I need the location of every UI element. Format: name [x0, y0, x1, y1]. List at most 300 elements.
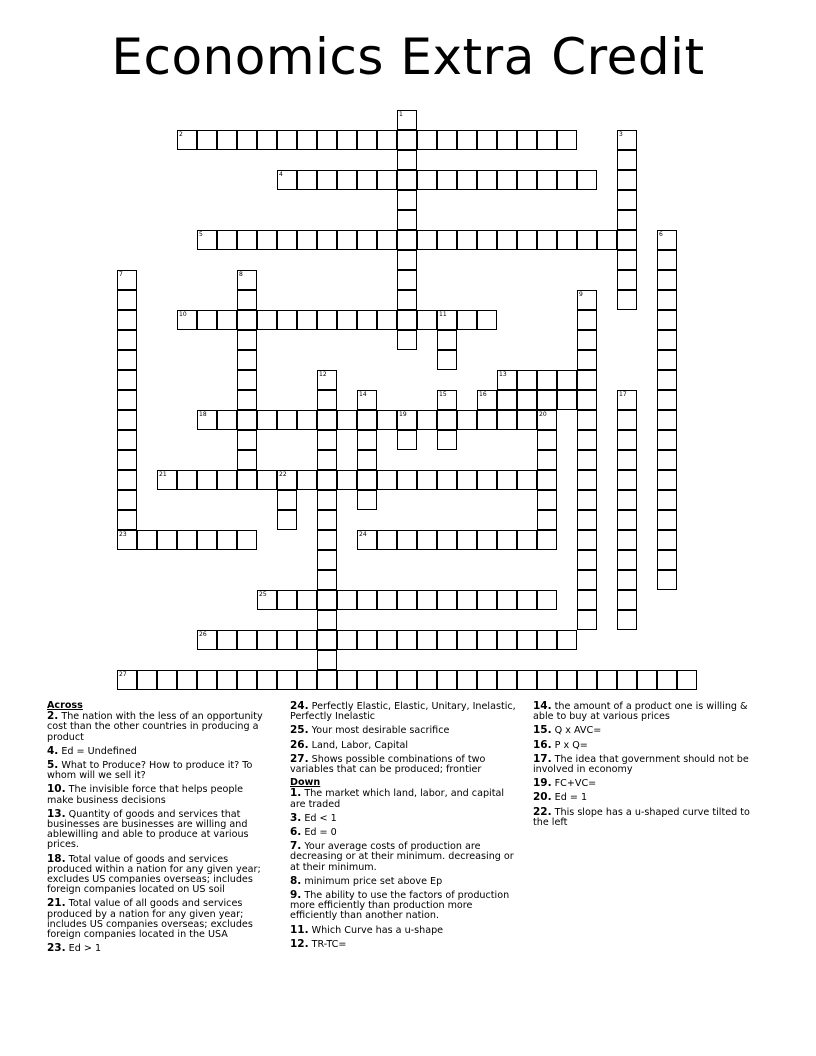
- grid-cell[interactable]: [217, 410, 237, 430]
- grid-cell[interactable]: [397, 150, 417, 170]
- grid-cell[interactable]: [357, 310, 377, 330]
- grid-cell[interactable]: [617, 610, 637, 630]
- grid-cell[interactable]: [557, 390, 577, 410]
- grid-cell[interactable]: [317, 610, 337, 630]
- grid-cell[interactable]: [617, 490, 637, 510]
- grid-cell[interactable]: [337, 310, 357, 330]
- grid-cell[interactable]: [417, 310, 437, 330]
- grid-cell[interactable]: [537, 230, 557, 250]
- grid-cell[interactable]: [197, 230, 217, 250]
- grid-cell[interactable]: [297, 670, 317, 690]
- grid-cell[interactable]: [317, 650, 337, 670]
- grid-cell[interactable]: [377, 590, 397, 610]
- grid-cell[interactable]: [237, 310, 257, 330]
- grid-cell[interactable]: [517, 230, 537, 250]
- grid-cell[interactable]: [417, 130, 437, 150]
- grid-cell[interactable]: [657, 550, 677, 570]
- grid-cell[interactable]: [537, 390, 557, 410]
- grid-cell[interactable]: [177, 530, 197, 550]
- grid-cell[interactable]: [577, 310, 597, 330]
- grid-cell[interactable]: [117, 670, 137, 690]
- grid-cell[interactable]: [357, 450, 377, 470]
- grid-cell[interactable]: [237, 130, 257, 150]
- grid-cell[interactable]: [417, 230, 437, 250]
- grid-cell[interactable]: [577, 490, 597, 510]
- grid-cell[interactable]: [457, 170, 477, 190]
- grid-cell[interactable]: [657, 470, 677, 490]
- grid-cell[interactable]: [617, 210, 637, 230]
- grid-cell[interactable]: [357, 630, 377, 650]
- grid-cell[interactable]: [577, 170, 597, 190]
- grid-cell[interactable]: [577, 350, 597, 370]
- grid-cell[interactable]: [337, 590, 357, 610]
- grid-cell[interactable]: [217, 630, 237, 650]
- grid-cell[interactable]: [437, 470, 457, 490]
- grid-cell[interactable]: [557, 170, 577, 190]
- grid-cell[interactable]: [657, 450, 677, 470]
- grid-cell[interactable]: [657, 410, 677, 430]
- grid-cell[interactable]: [277, 630, 297, 650]
- grid-cell[interactable]: [497, 530, 517, 550]
- grid-cell[interactable]: [537, 530, 557, 550]
- grid-cell[interactable]: [397, 170, 417, 190]
- grid-cell[interactable]: [497, 410, 517, 430]
- grid-cell[interactable]: [317, 410, 337, 430]
- grid-cell[interactable]: [277, 510, 297, 530]
- grid-cell[interactable]: [297, 590, 317, 610]
- grid-cell[interactable]: [657, 370, 677, 390]
- grid-cell[interactable]: [177, 470, 197, 490]
- grid-cell[interactable]: [237, 410, 257, 430]
- grid-cell[interactable]: [377, 470, 397, 490]
- grid-cell[interactable]: [397, 110, 417, 130]
- grid-cell[interactable]: [257, 630, 277, 650]
- grid-cell[interactable]: [517, 390, 537, 410]
- grid-cell[interactable]: [317, 530, 337, 550]
- grid-cell[interactable]: [497, 590, 517, 610]
- grid-cell[interactable]: [337, 230, 357, 250]
- grid-cell[interactable]: [297, 130, 317, 150]
- grid-cell[interactable]: [657, 350, 677, 370]
- grid-cell[interactable]: [417, 530, 437, 550]
- grid-cell[interactable]: [557, 670, 577, 690]
- grid-cell[interactable]: [317, 470, 337, 490]
- grid-cell[interactable]: [237, 450, 257, 470]
- grid-cell[interactable]: [217, 230, 237, 250]
- grid-cell[interactable]: [577, 550, 597, 570]
- grid-cell[interactable]: [657, 230, 677, 250]
- grid-cell[interactable]: [377, 670, 397, 690]
- grid-cell[interactable]: [577, 330, 597, 350]
- grid-cell[interactable]: [117, 330, 137, 350]
- grid-cell[interactable]: [317, 630, 337, 650]
- grid-cell[interactable]: [557, 370, 577, 390]
- grid-cell[interactable]: [237, 470, 257, 490]
- grid-cell[interactable]: [117, 530, 137, 550]
- grid-cell[interactable]: [617, 590, 637, 610]
- grid-cell[interactable]: [137, 670, 157, 690]
- grid-cell[interactable]: [657, 530, 677, 550]
- grid-cell[interactable]: [237, 630, 257, 650]
- grid-cell[interactable]: [397, 330, 417, 350]
- grid-cell[interactable]: [497, 370, 517, 390]
- grid-cell[interactable]: [537, 170, 557, 190]
- grid-cell[interactable]: [517, 470, 537, 490]
- grid-cell[interactable]: [437, 630, 457, 650]
- grid-cell[interactable]: [497, 170, 517, 190]
- grid-cell[interactable]: [377, 310, 397, 330]
- grid-cell[interactable]: [197, 310, 217, 330]
- grid-cell[interactable]: [577, 570, 597, 590]
- grid-cell[interactable]: [577, 610, 597, 630]
- grid-cell[interactable]: [437, 410, 457, 430]
- grid-cell[interactable]: [277, 230, 297, 250]
- grid-cell[interactable]: [397, 670, 417, 690]
- grid-cell[interactable]: [237, 290, 257, 310]
- grid-cell[interactable]: [397, 270, 417, 290]
- grid-cell[interactable]: [677, 670, 697, 690]
- grid-cell[interactable]: [117, 270, 137, 290]
- grid-cell[interactable]: [297, 410, 317, 430]
- grid-cell[interactable]: [317, 570, 337, 590]
- grid-cell[interactable]: [357, 590, 377, 610]
- grid-cell[interactable]: [617, 410, 637, 430]
- grid-cell[interactable]: [297, 230, 317, 250]
- grid-cell[interactable]: [317, 230, 337, 250]
- grid-cell[interactable]: [337, 670, 357, 690]
- grid-cell[interactable]: [657, 270, 677, 290]
- grid-cell[interactable]: [437, 530, 457, 550]
- grid-cell[interactable]: [337, 630, 357, 650]
- grid-cell[interactable]: [177, 310, 197, 330]
- grid-cell[interactable]: [137, 530, 157, 550]
- grid-cell[interactable]: [517, 530, 537, 550]
- grid-cell[interactable]: [277, 490, 297, 510]
- grid-cell[interactable]: [117, 450, 137, 470]
- grid-cell[interactable]: [377, 230, 397, 250]
- grid-cell[interactable]: [577, 410, 597, 430]
- grid-cell[interactable]: [397, 590, 417, 610]
- grid-cell[interactable]: [617, 470, 637, 490]
- grid-cell[interactable]: [637, 670, 657, 690]
- grid-cell[interactable]: [357, 130, 377, 150]
- grid-cell[interactable]: [237, 390, 257, 410]
- grid-cell[interactable]: [617, 570, 637, 590]
- grid-cell[interactable]: [477, 530, 497, 550]
- grid-cell[interactable]: [577, 670, 597, 690]
- grid-cell[interactable]: [577, 450, 597, 470]
- grid-cell[interactable]: [317, 550, 337, 570]
- grid-cell[interactable]: [657, 290, 677, 310]
- grid-cell[interactable]: [597, 670, 617, 690]
- grid-cell[interactable]: [497, 670, 517, 690]
- grid-cell[interactable]: [297, 310, 317, 330]
- grid-cell[interactable]: [357, 490, 377, 510]
- grid-cell[interactable]: [357, 430, 377, 450]
- grid-cell[interactable]: [437, 590, 457, 610]
- grid-cell[interactable]: [477, 130, 497, 150]
- grid-cell[interactable]: [237, 370, 257, 390]
- grid-cell[interactable]: [297, 470, 317, 490]
- grid-cell[interactable]: [657, 330, 677, 350]
- grid-cell[interactable]: [437, 350, 457, 370]
- grid-cell[interactable]: [437, 390, 457, 410]
- grid-cell[interactable]: [117, 490, 137, 510]
- grid-cell[interactable]: [337, 470, 357, 490]
- grid-cell[interactable]: [457, 410, 477, 430]
- grid-cell[interactable]: [517, 410, 537, 430]
- grid-cell[interactable]: [437, 310, 457, 330]
- grid-cell[interactable]: [197, 670, 217, 690]
- grid-cell[interactable]: [257, 130, 277, 150]
- grid-cell[interactable]: [117, 370, 137, 390]
- grid-cell[interactable]: [537, 590, 557, 610]
- grid-cell[interactable]: [517, 130, 537, 150]
- grid-cell[interactable]: [257, 230, 277, 250]
- grid-cell[interactable]: [177, 130, 197, 150]
- grid-cell[interactable]: [117, 390, 137, 410]
- grid-cell[interactable]: [597, 230, 617, 250]
- grid-cell[interactable]: [537, 630, 557, 650]
- grid-cell[interactable]: [497, 390, 517, 410]
- grid-cell[interactable]: [337, 170, 357, 190]
- grid-cell[interactable]: [497, 630, 517, 650]
- grid-cell[interactable]: [377, 170, 397, 190]
- grid-cell[interactable]: [497, 470, 517, 490]
- grid-cell[interactable]: [457, 230, 477, 250]
- grid-cell[interactable]: [257, 590, 277, 610]
- grid-cell[interactable]: [217, 530, 237, 550]
- grid-cell[interactable]: [537, 370, 557, 390]
- grid-cell[interactable]: [537, 510, 557, 530]
- grid-cell[interactable]: [617, 530, 637, 550]
- grid-cell[interactable]: [537, 430, 557, 450]
- grid-cell[interactable]: [397, 630, 417, 650]
- grid-cell[interactable]: [397, 230, 417, 250]
- grid-cell[interactable]: [517, 370, 537, 390]
- grid-cell[interactable]: [397, 430, 417, 450]
- grid-cell[interactable]: [557, 230, 577, 250]
- grid-cell[interactable]: [617, 270, 637, 290]
- grid-cell[interactable]: [617, 170, 637, 190]
- grid-cell[interactable]: [517, 630, 537, 650]
- grid-cell[interactable]: [537, 410, 557, 430]
- grid-cell[interactable]: [157, 670, 177, 690]
- grid-cell[interactable]: [617, 230, 637, 250]
- grid-cell[interactable]: [157, 530, 177, 550]
- grid-cell[interactable]: [457, 130, 477, 150]
- grid-cell[interactable]: [217, 130, 237, 150]
- grid-cell[interactable]: [517, 590, 537, 610]
- grid-cell[interactable]: [397, 130, 417, 150]
- grid-cell[interactable]: [617, 430, 637, 450]
- grid-cell[interactable]: [237, 350, 257, 370]
- grid-cell[interactable]: [117, 510, 137, 530]
- grid-cell[interactable]: [437, 430, 457, 450]
- grid-cell[interactable]: [617, 450, 637, 470]
- grid-cell[interactable]: [317, 490, 337, 510]
- grid-cell[interactable]: [617, 190, 637, 210]
- grid-cell[interactable]: [417, 590, 437, 610]
- grid-cell[interactable]: [277, 170, 297, 190]
- grid-cell[interactable]: [117, 310, 137, 330]
- grid-cell[interactable]: [217, 470, 237, 490]
- grid-cell[interactable]: [457, 530, 477, 550]
- grid-cell[interactable]: [657, 390, 677, 410]
- grid-cell[interactable]: [577, 510, 597, 530]
- grid-cell[interactable]: [657, 570, 677, 590]
- grid-cell[interactable]: [357, 530, 377, 550]
- grid-cell[interactable]: [397, 250, 417, 270]
- grid-cell[interactable]: [517, 170, 537, 190]
- grid-cell[interactable]: [657, 510, 677, 530]
- grid-cell[interactable]: [277, 670, 297, 690]
- grid-cell[interactable]: [317, 130, 337, 150]
- grid-cell[interactable]: [117, 470, 137, 490]
- grid-cell[interactable]: [537, 450, 557, 470]
- grid-cell[interactable]: [517, 670, 537, 690]
- grid-cell[interactable]: [417, 630, 437, 650]
- grid-cell[interactable]: [357, 470, 377, 490]
- grid-cell[interactable]: [617, 390, 637, 410]
- grid-cell[interactable]: [617, 130, 637, 150]
- grid-cell[interactable]: [317, 370, 337, 390]
- grid-cell[interactable]: [397, 530, 417, 550]
- grid-cell[interactable]: [537, 470, 557, 490]
- grid-cell[interactable]: [537, 130, 557, 150]
- grid-cell[interactable]: [117, 430, 137, 450]
- grid-cell[interactable]: [657, 310, 677, 330]
- grid-cell[interactable]: [457, 630, 477, 650]
- grid-cell[interactable]: [657, 430, 677, 450]
- grid-cell[interactable]: [117, 290, 137, 310]
- grid-cell[interactable]: [657, 670, 677, 690]
- grid-cell[interactable]: [477, 410, 497, 430]
- grid-cell[interactable]: [157, 470, 177, 490]
- grid-cell[interactable]: [397, 210, 417, 230]
- grid-cell[interactable]: [577, 530, 597, 550]
- grid-cell[interactable]: [577, 390, 597, 410]
- grid-cell[interactable]: [297, 630, 317, 650]
- grid-cell[interactable]: [317, 510, 337, 530]
- grid-cell[interactable]: [217, 310, 237, 330]
- grid-cell[interactable]: [497, 230, 517, 250]
- grid-cell[interactable]: [577, 230, 597, 250]
- grid-cell[interactable]: [477, 230, 497, 250]
- grid-cell[interactable]: [477, 170, 497, 190]
- grid-cell[interactable]: [177, 670, 197, 690]
- grid-cell[interactable]: [397, 290, 417, 310]
- grid-cell[interactable]: [237, 330, 257, 350]
- grid-cell[interactable]: [317, 450, 337, 470]
- grid-cell[interactable]: [317, 390, 337, 410]
- grid-cell[interactable]: [477, 630, 497, 650]
- grid-cell[interactable]: [417, 470, 437, 490]
- grid-cell[interactable]: [377, 630, 397, 650]
- grid-cell[interactable]: [317, 590, 337, 610]
- grid-cell[interactable]: [577, 470, 597, 490]
- grid-cell[interactable]: [617, 550, 637, 570]
- grid-cell[interactable]: [357, 170, 377, 190]
- grid-cell[interactable]: [357, 670, 377, 690]
- grid-cell[interactable]: [477, 670, 497, 690]
- grid-cell[interactable]: [277, 130, 297, 150]
- grid-cell[interactable]: [257, 410, 277, 430]
- grid-cell[interactable]: [617, 510, 637, 530]
- grid-cell[interactable]: [477, 590, 497, 610]
- grid-cell[interactable]: [557, 130, 577, 150]
- grid-cell[interactable]: [197, 410, 217, 430]
- grid-cell[interactable]: [437, 670, 457, 690]
- grid-cell[interactable]: [257, 670, 277, 690]
- grid-cell[interactable]: [577, 430, 597, 450]
- grid-cell[interactable]: [197, 130, 217, 150]
- grid-cell[interactable]: [537, 490, 557, 510]
- grid-cell[interactable]: [277, 590, 297, 610]
- grid-cell[interactable]: [257, 470, 277, 490]
- grid-cell[interactable]: [437, 130, 457, 150]
- grid-cell[interactable]: [457, 470, 477, 490]
- grid-cell[interactable]: [617, 670, 637, 690]
- grid-cell[interactable]: [277, 410, 297, 430]
- grid-cell[interactable]: [477, 390, 497, 410]
- grid-cell[interactable]: [277, 310, 297, 330]
- grid-cell[interactable]: [577, 290, 597, 310]
- grid-cell[interactable]: [457, 670, 477, 690]
- grid-cell[interactable]: [357, 410, 377, 430]
- grid-cell[interactable]: [617, 290, 637, 310]
- grid-cell[interactable]: [417, 410, 437, 430]
- grid-cell[interactable]: [657, 250, 677, 270]
- grid-cell[interactable]: [197, 630, 217, 650]
- grid-cell[interactable]: [317, 670, 337, 690]
- grid-cell[interactable]: [457, 310, 477, 330]
- grid-cell[interactable]: [417, 170, 437, 190]
- grid-cell[interactable]: [197, 530, 217, 550]
- grid-cell[interactable]: [317, 430, 337, 450]
- grid-cell[interactable]: [397, 470, 417, 490]
- grid-cell[interactable]: [617, 250, 637, 270]
- grid-cell[interactable]: [397, 410, 417, 430]
- grid-cell[interactable]: [457, 590, 477, 610]
- grid-cell[interactable]: [197, 470, 217, 490]
- grid-cell[interactable]: [117, 410, 137, 430]
- grid-cell[interactable]: [377, 410, 397, 430]
- grid-cell[interactable]: [237, 430, 257, 450]
- grid-cell[interactable]: [477, 310, 497, 330]
- grid-cell[interactable]: [577, 370, 597, 390]
- grid-cell[interactable]: [377, 130, 397, 150]
- grid-cell[interactable]: [237, 670, 257, 690]
- grid-cell[interactable]: [337, 410, 357, 430]
- grid-cell[interactable]: [257, 310, 277, 330]
- grid-cell[interactable]: [317, 170, 337, 190]
- grid-cell[interactable]: [657, 490, 677, 510]
- grid-cell[interactable]: [537, 670, 557, 690]
- grid-cell[interactable]: [397, 190, 417, 210]
- grid-cell[interactable]: [377, 530, 397, 550]
- grid-cell[interactable]: [477, 470, 497, 490]
- grid-cell[interactable]: [437, 230, 457, 250]
- grid-cell[interactable]: [337, 130, 357, 150]
- grid-cell[interactable]: [397, 310, 417, 330]
- grid-cell[interactable]: [577, 590, 597, 610]
- grid-cell[interactable]: [497, 130, 517, 150]
- grid-cell[interactable]: [317, 310, 337, 330]
- grid-cell[interactable]: [357, 390, 377, 410]
- grid-cell[interactable]: [617, 150, 637, 170]
- grid-cell[interactable]: [237, 230, 257, 250]
